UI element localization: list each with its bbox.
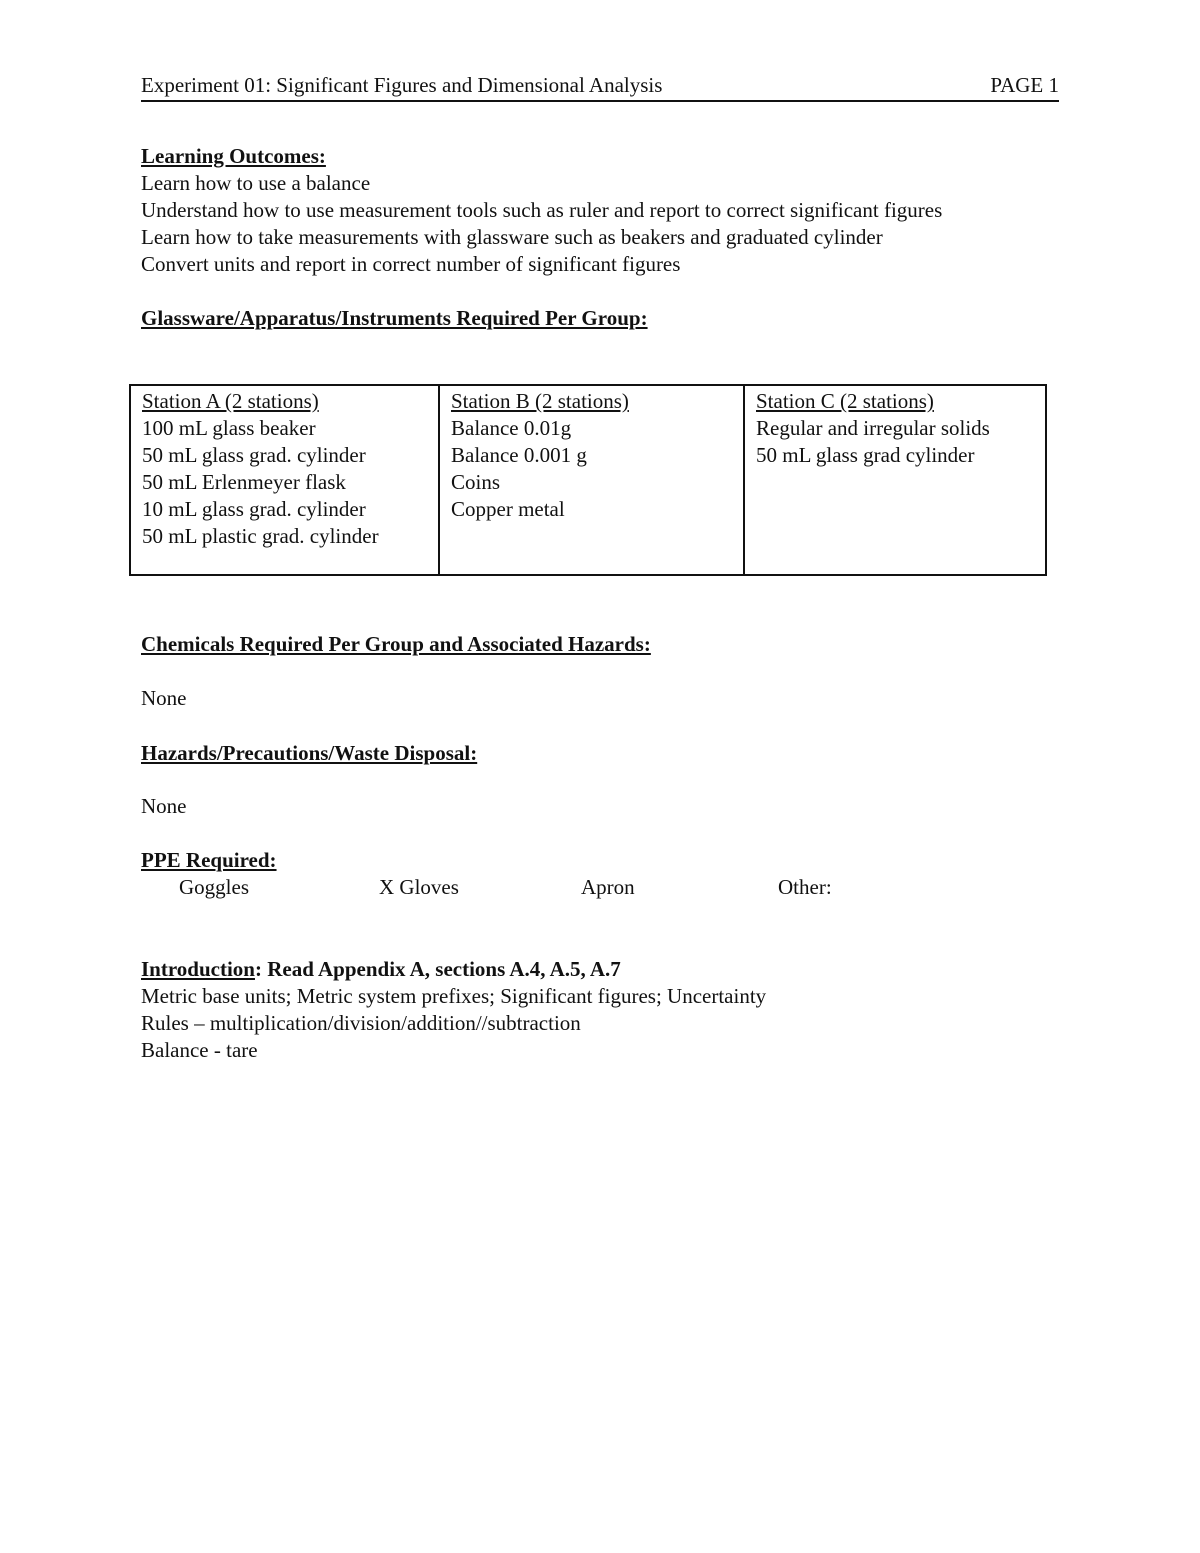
ppe-heading: PPE Required:	[141, 848, 277, 872]
station-a-item: 50 mL plastic grad. cylinder	[142, 524, 379, 548]
learning-outcome-item: Learn how to take measurements with glassware such as beakers and graduated cylinder	[141, 225, 883, 249]
ppe-option-goggles: Goggles	[179, 875, 249, 899]
station-a-title: Station A (2 stations)	[142, 389, 319, 413]
chemicals-heading: Chemicals Required Per Group and Associated Hazards:	[141, 632, 651, 656]
station-b-item: Coins	[451, 470, 501, 494]
chemicals-value: None	[141, 686, 187, 710]
page-header	[141, 72, 1059, 102]
ppe-option-other: Other:	[778, 875, 832, 899]
introduction-line: Rules – multiplication/division/addition//subtraction	[141, 1011, 581, 1035]
station-c-item: 50 mL glass grad cylinder	[756, 443, 975, 467]
station-a-cell	[131, 386, 438, 574]
station-b-item: Balance 0.001 g	[451, 443, 587, 467]
station-c-title: Station C (2 stations)	[756, 389, 934, 413]
learning-outcome-item: Understand how to use measurement tools such as ruler and report to correct significant figures	[141, 198, 943, 222]
learning-outcome-item: Convert units and report in correct number of significant figures	[141, 252, 681, 276]
learning-outcome-item: Learn how to use a balance	[141, 171, 371, 195]
hazards-heading: Hazards/Precautions/Waste Disposal:	[141, 741, 478, 765]
ppe-option-apron: Apron	[581, 875, 635, 899]
ppe-option-gloves: X Gloves	[379, 875, 459, 899]
glassware-heading: Glassware/Apparatus/Instruments Required Per Group:	[141, 306, 648, 330]
station-b-cell	[438, 386, 743, 574]
station-c-item: Regular and irregular solids	[756, 416, 990, 440]
station-a-item: 100 mL glass beaker	[142, 416, 316, 440]
station-a-item: 50 mL glass grad. cylinder	[142, 443, 366, 467]
introduction-line: Balance - tare	[141, 1038, 258, 1062]
station-a-item: 50 mL Erlenmeyer flask	[142, 470, 346, 494]
station-b-item: Copper metal	[451, 497, 565, 521]
learning-outcomes-section	[141, 143, 942, 278]
station-b-item: Balance 0.01g	[451, 416, 572, 440]
station-b-title: Station B (2 stations)	[451, 389, 629, 413]
learning-outcomes-heading: Learning Outcomes:	[141, 144, 326, 168]
hazards-value: None	[141, 794, 187, 818]
document-title: Experiment 01: Significant Figures and Dimensional Analysis	[141, 73, 663, 97]
introduction-heading: Introduction	[141, 957, 255, 981]
introduction-section	[141, 956, 766, 1064]
station-a-item: 10 mL glass grad. cylinder	[142, 497, 366, 521]
introduction-line: Metric base units; Metric system prefixes; Significant figures; Uncertainty	[141, 984, 767, 1008]
introduction-reading: : Read Appendix A, sections A.4, A.5, A.7	[254, 957, 621, 981]
page-number: PAGE 1	[990, 73, 1059, 97]
station-c-cell	[743, 386, 1045, 574]
stations-table	[129, 384, 1047, 576]
